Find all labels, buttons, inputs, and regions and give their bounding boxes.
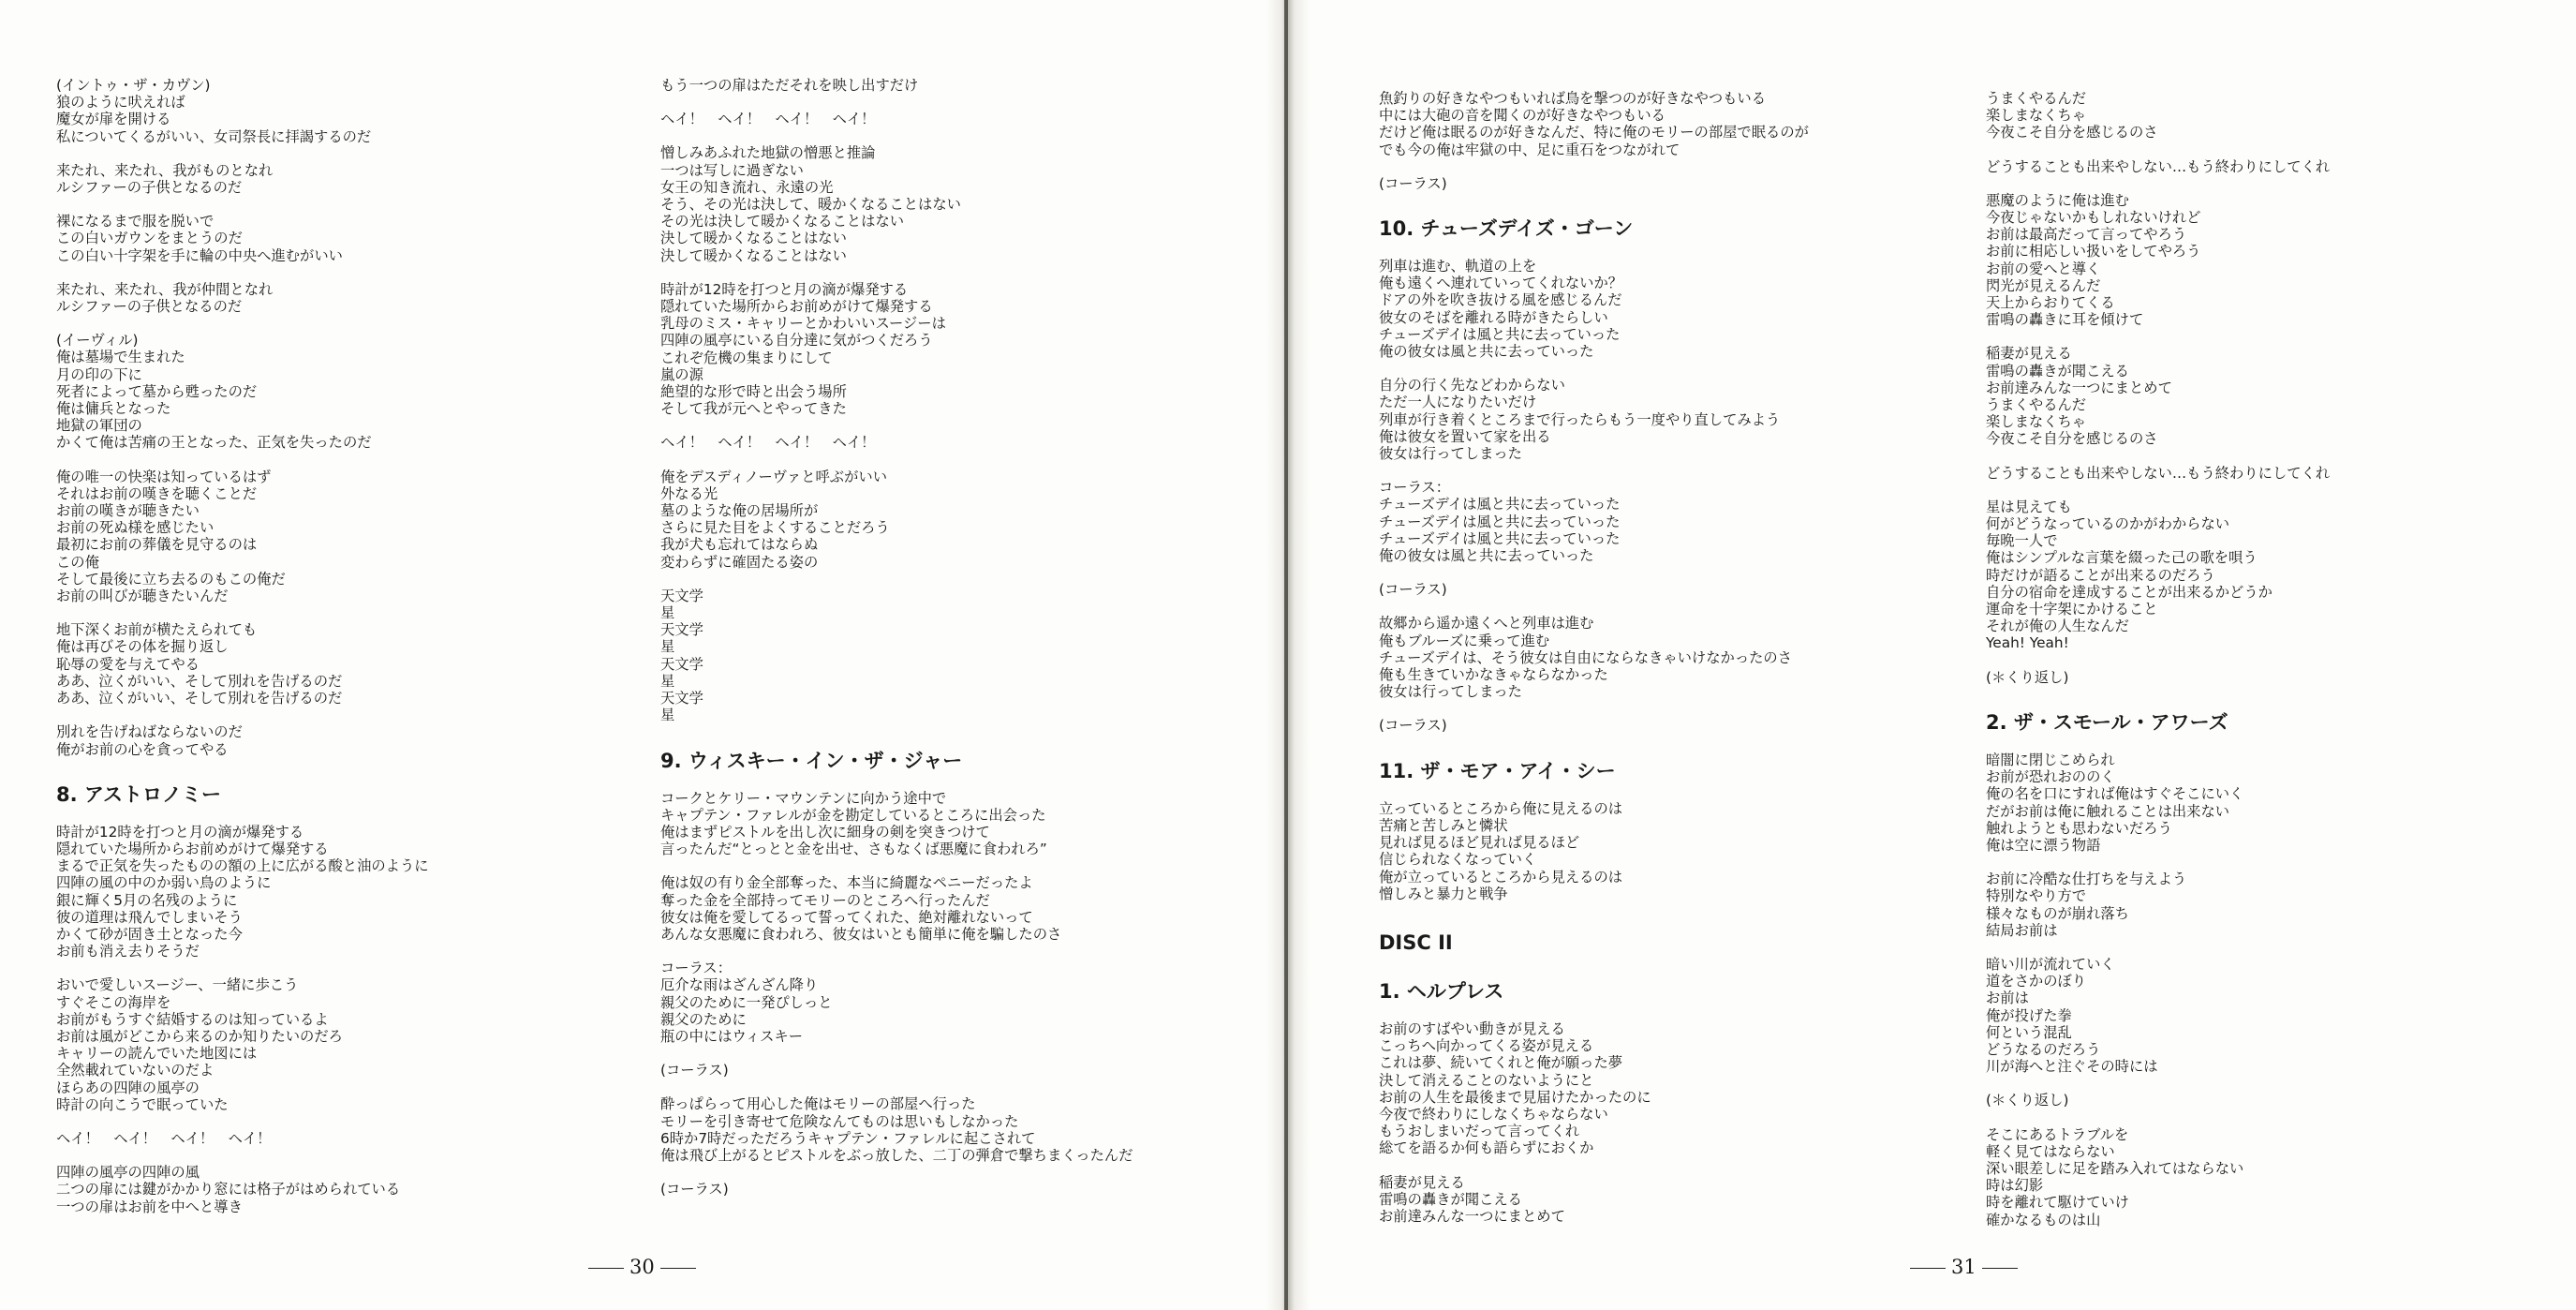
lyric-line: 中には大砲の音を聞くのが好きなやつもいる	[1379, 107, 1666, 125]
lyric-line: 決して消えることのないようにと	[1379, 1071, 1594, 1089]
page-number-rule	[660, 1268, 696, 1269]
lyric-line: 稲妻が見える	[1986, 345, 2072, 363]
lyric-line: 裸になるまで服を脱いで	[56, 213, 215, 231]
lyric-stanza	[1379, 1020, 1960, 1157]
lyric-line: 厄介な雨はざんざん降り	[660, 976, 819, 994]
lyric-line: それが俺の人生なんだ	[1986, 618, 2129, 635]
lyric-stanza	[1379, 717, 1960, 734]
lyric-line: どうなるのだろう	[1986, 1040, 2101, 1058]
lyric-stanza	[1986, 192, 2567, 329]
lyric-stanza	[1379, 1174, 1960, 1226]
lyric-line: 私についてくるがいい、女司祭長に拝謁するのだ	[56, 127, 372, 145]
lyric-line: お前達みんな一つにまとめて	[1986, 379, 2172, 396]
lyric-line: コーラス：	[1379, 479, 1451, 497]
lyric-line: 何という混乱	[1986, 1023, 2072, 1041]
lyric-line: 月の印の下に	[56, 365, 142, 383]
lyric-stanza	[660, 111, 1241, 127]
lyric-line: 俺をデスディノーヴァと呼ぶがいい	[660, 468, 887, 485]
lyric-stanza	[660, 588, 1241, 724]
lyric-line: 結局お前は	[1986, 921, 2058, 939]
lyric-stanza	[1379, 479, 1960, 564]
lyric-line: 今夜こそ自分を感じるのさ	[1986, 124, 2158, 141]
lyric-line: お前も消え去りそうだ	[56, 943, 200, 960]
lyric-stanza	[56, 162, 637, 196]
lyric-line: こっちへ向かってくる姿が見える	[1379, 1037, 1594, 1055]
song-title: 8. アストロノミー	[56, 782, 222, 806]
lyric-line: 俺の彼女は風と共に去っていった	[1379, 547, 1594, 565]
lyric-line: チューズデイは風と共に去っていった	[1379, 529, 1621, 547]
lyric-line: 親父のために一発ぴしっと	[660, 993, 833, 1011]
lyric-line: お前の人生を最後まで見届けたかったのに	[1379, 1088, 1651, 1106]
lyric-line: * お前に冷酷な仕打ちを与えよう	[1986, 871, 2567, 887]
lyric-line: この俺	[56, 553, 99, 571]
lyric-line: 俺の唯一の快楽は知っているはず	[56, 468, 272, 485]
lyric-line: 特別なやり方で	[1986, 887, 2087, 905]
lyric-line: 親父のために	[660, 1010, 747, 1028]
lyric-line: Yeah! Yeah!	[1986, 634, 2069, 652]
lyric-line: 6時か7時だっただろうキャプテン・ファレルに起こされて	[660, 1129, 1036, 1147]
lyric-line: そう、その光は決して、暖かくなることはない	[660, 196, 961, 214]
lyric-line: 憎しみあふれた地獄の憎悪と推論	[660, 144, 876, 162]
lyric-line: 信じられなくなっていく	[1379, 851, 1537, 869]
lyric-line: お前は最高だって言ってやろう	[1986, 226, 2187, 244]
lyric-line: コークとケリー・マウンテンに向かう途中で	[660, 789, 947, 807]
lyric-line: ヘイ！ ヘイ！ ヘイ！ ヘイ！	[660, 111, 876, 128]
lyric-line: 憎しみと暴力と戦争	[1379, 885, 1508, 902]
lyric-stanza	[1986, 956, 2567, 1075]
lyric-line: 決して暖かくなることはない	[660, 230, 847, 247]
lyric-stanza	[1986, 871, 2567, 939]
lyric-line: そこにあるトラブルを	[1986, 1125, 2129, 1143]
lyric-line: お前は	[1986, 990, 2029, 1007]
lyric-line: お前がもうすぐ結婚するのは知っているよ	[56, 1010, 329, 1028]
lyric-line: 俺は墓場で生まれた	[56, 349, 185, 366]
lyric-line: チューズデイは風と共に去っていった	[1379, 496, 1621, 514]
song-title: 9. ウィスキー・イン・ザ・ジャー	[660, 749, 963, 772]
lyric-line: 雷鳴の轟きが聞こえる	[1379, 1190, 1522, 1208]
lyric-line: 楽しまなくちゃ	[1986, 107, 2087, 125]
lyric-line: 時を離れて駆けていけ	[1986, 1194, 2129, 1212]
lyric-line: 俺は飛び上がるとピストルをぶっ放した、二丁の弾倉で撃ちまくったんだ	[660, 1146, 1133, 1164]
lyric-stanza	[56, 1164, 637, 1215]
lyric-line: 来たれ、来たれ、我がものとなれ	[56, 161, 274, 179]
lyric-stanza	[660, 1181, 1241, 1198]
lyric-line: 自分の宿命を達成することが出来るかどうか	[1986, 583, 2273, 601]
lyric-line: 彼の道理は飛んでしまいそう	[56, 908, 243, 926]
left-page-column-2	[660, 77, 1241, 1214]
lyric-line: ルシファーの子供となるのだ	[56, 298, 243, 316]
lyric-line: ああ、泣くがいい、そして別れを告げるのだ	[56, 690, 343, 707]
lyric-line: それはお前の嘆きを聴くことだ	[56, 484, 258, 502]
lyric-line: 俺はまずピストルを出し次に細身の剣を突きつけて	[660, 823, 990, 841]
lyric-line: (＊くり返し)	[1986, 668, 2069, 686]
lyric-line: 彼女は行ってしまった	[1379, 445, 1522, 463]
lyric-line: 俺がお前の心を貪ってやる	[56, 740, 229, 758]
lyric-line: 瓶の中にはウィスキー	[660, 1027, 804, 1045]
lyric-line: 今夜じゃないかもしれないけれど	[1986, 209, 2201, 227]
page-number-label: 31	[1951, 1256, 1976, 1278]
lyric-line: 今夜で終わりにしなくちゃならない	[1379, 1105, 1608, 1123]
lyric-stanza	[56, 723, 637, 757]
lyric-stanza	[56, 824, 637, 960]
lyric-line: 見れば見るほど見れば見るほど	[1379, 834, 1580, 852]
lyric-line: すぐそこの海岸を	[56, 993, 171, 1011]
lyric-line: 我が犬も忘れてはならぬ	[660, 536, 819, 554]
song-title: 1. ヘルプレス	[1379, 979, 1504, 1003]
lyric-stanza	[1986, 669, 2567, 686]
lyric-line: お前のすばやい動きが見える	[1379, 1020, 1565, 1037]
lyric-line: お前は風がどこから来るのか知りたいのだろ	[56, 1027, 343, 1045]
lyric-line: 俺はシンプルな言葉を綴った己の歌を唄う	[1986, 549, 2258, 567]
lyric-line: 楽しまなくちゃ	[1986, 413, 2087, 431]
lyric-line: モリーを引き寄せて危険なんてものは思いもしなかった	[660, 1112, 1019, 1130]
lyric-line: ほらあの四陣の風亭の	[56, 1079, 200, 1096]
lyric-line: 列車が行き着くところまで行ったらもう一度やり直してみよう	[1379, 410, 1781, 428]
lyric-line: チューズデイは、そう彼女は自由にならなきゃいけなかったのさ	[1379, 648, 1793, 666]
song-title: 2. ザ・スモール・アワーズ	[1986, 710, 2228, 734]
right-page	[1295, 0, 2576, 1310]
lyric-line: 軽く見てはならない	[1986, 1142, 2115, 1160]
lyric-line: 俺は傭兵となった	[56, 400, 171, 418]
right-page-column-1	[1379, 90, 1960, 1242]
lyric-line: 奪った金を全部持ってモリーのところへ行ったんだ	[660, 891, 990, 909]
lyric-line: コーラス：	[660, 960, 733, 977]
lyric-line: ただ一人になりたいだけ	[1379, 394, 1537, 411]
lyric-stanza	[660, 281, 1241, 418]
lyric-line: (コーラス)	[1379, 581, 1447, 599]
lyric-line: お前が恐れおののく	[1986, 768, 2115, 786]
page-number-rule	[1910, 1268, 1946, 1269]
lyric-stanza	[56, 213, 637, 264]
lyric-stanza	[1379, 581, 1960, 598]
lyric-line: 最初にお前の葬儀を見守るのは	[56, 536, 258, 554]
lyric-line: 隠れていた場所からお前めがけて爆発する	[56, 840, 329, 857]
lyric-line: 絶望的な形で時と出会う場所	[660, 383, 847, 401]
lyric-line: 俺は空に漂う物語	[1986, 836, 2101, 854]
left-page	[0, 0, 1281, 1310]
lyric-line: だがお前は俺に触れることは出来ない	[1986, 802, 2230, 820]
lyric-line: 天文学	[660, 587, 703, 604]
lyric-line: 俺が立っているところから見えるのは	[1379, 868, 1623, 886]
lyric-line: 一つは写しに過ぎない	[660, 161, 804, 179]
lyric-stanza	[1379, 377, 1960, 462]
lyric-line: お前に相応しい扱いをしてやろう	[1986, 243, 2201, 261]
page-number-rule	[1982, 1268, 2018, 1269]
lyric-line: 雷鳴の轟きに耳を傾けて	[1986, 311, 2144, 329]
lyric-line: 星	[660, 672, 675, 690]
lyric-line: まるで正気を失ったものの額の上に広がる酸と油のように	[56, 857, 429, 875]
lyric-line: 俺もブルーズに乗って進む	[1379, 632, 1550, 649]
lyric-stanza	[1986, 158, 2567, 175]
lyric-line: 時計の向こうで眠っていた	[56, 1095, 229, 1113]
page-number-left	[583, 1256, 702, 1278]
lyric-line: そして我が元へとやってきた	[660, 400, 847, 418]
lyric-line: 深い眼差しに足を踏み入れてはならない	[1986, 1159, 2244, 1177]
lyric-line: 触れようとも思わないだろう	[1986, 819, 2172, 837]
lyric-line: その光は決して暖かくなることはない	[660, 213, 905, 231]
lyric-stanza	[660, 1095, 1241, 1164]
lyric-stanza	[660, 469, 1241, 571]
lyric-line: 来たれ、来たれ、我が仲間となれ	[56, 280, 274, 298]
lyric-line: チューズデイは風と共に去っていった	[1379, 325, 1621, 343]
lyric-line: 時計が12時を打つと月の滴が爆発する	[56, 823, 304, 841]
lyric-line: 確かなるものは山	[1986, 1211, 2101, 1228]
lyric-line: お前達みんな一つにまとめて	[1379, 1207, 1565, 1225]
lyric-stanza	[660, 77, 1241, 94]
lyric-line: 雷鳴の轟きが聞こえる	[1986, 362, 2129, 380]
lyric-line: これは夢、続いてくれと俺が願った夢	[1379, 1054, 1623, 1072]
lyric-line: ああ、泣くがいい、そして別れを告げるのだ	[56, 672, 343, 690]
lyric-stanza	[56, 469, 637, 605]
lyric-line: 俺は再びその体を掘り返し	[56, 638, 229, 656]
right-page-column-2	[1986, 90, 2567, 1245]
lyric-stanza	[1986, 1092, 2567, 1109]
lyric-line: お前の愛へと導く	[1986, 260, 2101, 277]
lyric-line: 自分の行く先などわからない	[1379, 377, 1565, 394]
lyric-line: 星	[660, 604, 675, 622]
lyric-line: 天上からおりてくる	[1986, 294, 2115, 312]
lyric-line: 一つの扉はお前を中へと導き	[56, 1198, 243, 1215]
lyric-line: かくて砂が固き土となった今	[56, 925, 243, 943]
lyric-stanza	[1379, 90, 1960, 158]
lyric-line: 二つの扉には鍵がかかり窓には格子がはめられている	[56, 1181, 401, 1198]
lyric-line: キャリーの読んでいた地図には	[56, 1045, 258, 1063]
lyric-stanza	[56, 77, 637, 145]
lyric-line: 彼女は行ってしまった	[1379, 683, 1522, 701]
lyric-line: 天文学	[660, 621, 703, 639]
lyric-stanza	[660, 874, 1241, 943]
lyric-stanza	[1379, 175, 1960, 192]
lyric-stanza	[1379, 800, 1960, 902]
page-number-rule	[588, 1268, 624, 1269]
lyric-line: 故郷から遥か遠くへと列車は進む	[1379, 615, 1594, 633]
lyric-line: (コーラス)	[1379, 717, 1447, 735]
lyric-line: 様々なものが崩れ落ち	[1986, 904, 2129, 922]
lyric-line: これぞ危機の集まりにして	[660, 349, 833, 366]
lyric-stanza	[660, 144, 1241, 263]
lyric-line: 別れを告げねばならないのだ	[56, 723, 243, 741]
lyric-stanza	[1986, 465, 2567, 482]
page-number-right	[1904, 1256, 2023, 1278]
lyric-line: (イーヴィル)	[56, 332, 139, 350]
lyric-line: 恥辱の愛を与えてやる	[56, 655, 200, 673]
lyric-stanza	[56, 621, 637, 707]
lyric-line: キャプテン・ファレルが金を勘定しているところに出会った	[660, 806, 1046, 824]
lyric-stanza	[660, 960, 1241, 1045]
lyric-line: お前の嘆きが聴きたい	[56, 502, 200, 520]
lyric-line: 俺は奴の有り金全部奪った、本当に綺麗なペニーだったよ	[660, 874, 1033, 892]
lyric-stanza	[1379, 615, 1960, 700]
lyric-stanza	[660, 790, 1241, 858]
lyric-stanza	[56, 332, 637, 451]
lyric-line: この白い十字架を手に輪の中央へ進むがいい	[56, 246, 343, 264]
lyric-line: 時だけが語ることが出来るのだろう	[1986, 566, 2215, 584]
lyric-line: 嵐の源	[660, 365, 703, 383]
lyric-line: 全然載れていないのだよ	[56, 1062, 215, 1079]
lyric-line: 地下深くお前が横たえられても	[56, 621, 258, 639]
lyric-line: 銀に輝く5月の名残のように	[56, 891, 238, 909]
lyric-line: 魚釣りの好きなやつもいれば鳥を撃つのが好きなやつもいる	[1379, 90, 1767, 107]
lyric-line: * 星は見えても	[1986, 499, 2567, 515]
lyric-line: ヘイ！ ヘイ！ ヘイ！ ヘイ！	[660, 434, 876, 452]
lyric-line: 運命を十字架にかけること	[1986, 601, 2158, 618]
lyric-stanza	[56, 1130, 637, 1147]
lyric-line: 外なる光	[660, 484, 718, 502]
lyric-line: 暗闇に閉じこめられ	[1986, 751, 2115, 768]
lyric-line: 女王の知き流れ、永遠の光	[660, 178, 834, 196]
lyric-line: そして最後に立ち去るのもこの俺だ	[56, 570, 286, 588]
lyric-line: 四陣の風亭にいる自分達に気がつくだろう	[660, 332, 933, 350]
lyric-line: (イントゥ・ザ・カヴン)	[56, 77, 211, 94]
lyric-line: 時は幻影	[1986, 1177, 2044, 1195]
lyric-line: 俺も遠くへ連れていってくれないか？	[1379, 275, 1623, 292]
lyric-line: 稲妻が見える	[1379, 1173, 1465, 1191]
lyric-line: 星	[660, 638, 675, 656]
lyric-line: 俺が投げた拳	[1986, 1006, 2072, 1024]
lyric-line: 今夜こそ自分を感じるのさ	[1986, 430, 2158, 448]
lyric-line: うまくやるんだ	[1986, 90, 2087, 107]
lyric-line: どうすることも出来やしない…もう終わりにしてくれ	[1986, 464, 2331, 482]
lyric-line: (コーラス)	[660, 1062, 729, 1079]
disc-heading: DISC II	[1379, 930, 1453, 954]
lyric-line: 俺の名を口にすれば俺はすぐそこにいく	[1986, 785, 2244, 803]
lyric-line: 四陣の風の中のか弱い鳥のように	[56, 874, 272, 892]
lyric-line: 隠れていた場所からお前めがけて爆発する	[660, 298, 933, 316]
lyric-line: 星	[660, 707, 675, 724]
book-spine-line	[1284, 0, 1288, 1310]
lyric-stanza	[56, 281, 637, 315]
lyric-stanza	[56, 976, 637, 1113]
lyric-line: 地獄の軍団の	[56, 417, 142, 435]
lyric-line: 俺は彼女を置いて家を出る	[1379, 427, 1551, 445]
lyric-line: 苦痛と苦しみと憐状	[1379, 816, 1508, 834]
lyric-line: 立っているところから俺に見えるのは	[1379, 799, 1623, 817]
lyric-line: 墓のような俺の居場所が	[660, 502, 819, 520]
lyric-line: 四陣の風亭の四陣の風	[56, 1164, 200, 1182]
lyric-line: さらに見た目をよくすることだろう	[660, 519, 890, 537]
lyric-line: お前の叫びが聴きたいんだ	[56, 588, 229, 605]
lyric-line: お前の死ぬ様を感じたい	[56, 519, 215, 537]
lyric-line: 変わらずに確固たる姿の	[660, 553, 819, 571]
lyric-line: 時計が12時を打つと月の滴が爆発する	[660, 280, 909, 298]
lyric-stanza	[1986, 345, 2567, 447]
lyric-line: 総てを語るか何も語らずにおくか	[1379, 1139, 1594, 1157]
lyric-line: 彼女は俺を愛してるって誓ってくれた、絶対離れないって	[660, 908, 1033, 926]
lyric-line: 決して暖かくなることはない	[660, 246, 847, 264]
lyric-line: どうすることも出来やしない…もう終わりにしてくれ	[1986, 157, 2331, 175]
lyric-line: 列車は進む、軌道の上を	[1379, 258, 1537, 275]
lyric-line: 閃光が見えるんだ	[1986, 276, 2101, 294]
lyric-line: 毎晩一人で	[1986, 532, 2058, 550]
lyric-line: だけど俺は眠るのが好きなんだ、特に俺のモリーの部屋で眠るのが	[1379, 124, 1809, 141]
lyric-stanza	[1986, 752, 2567, 854]
lyric-line: (＊くり返し)	[1986, 1092, 2069, 1109]
song-title: 11. ザ・モア・アイ・シー	[1379, 759, 1616, 782]
lyric-line: でも今の俺は牢獄の中、足に重石をつながれて	[1379, 141, 1680, 158]
lyric-line: うまくやるんだ	[1986, 396, 2087, 414]
lyric-line: 川が海へと注ぐその時には	[1986, 1058, 2158, 1076]
lyric-stanza	[660, 1062, 1241, 1079]
lyric-line: 彼女のそばを離れる時がきたらしい	[1379, 308, 1608, 326]
lyric-line: 乳母のミス・キャリーとかわいいスージーは	[660, 315, 946, 333]
lyric-line: この白いガウンをまとうのだ	[56, 230, 243, 247]
lyric-line: チューズデイは風と共に去っていった	[1379, 513, 1621, 530]
lyric-line: ヘイ！ ヘイ！ ヘイ！ ヘイ！	[56, 1129, 272, 1147]
lyric-line: ルシファーの子供となるのだ	[56, 179, 243, 197]
lyric-line: (コーラス)	[1379, 174, 1447, 192]
lyric-line: ドアの外を吹き抜ける風を感じるんだ	[1379, 291, 1622, 309]
lyric-line: 死者によって墓から甦ったのだ	[56, 382, 258, 400]
lyric-stanza	[660, 434, 1241, 451]
lyric-line: 狼のように吠えれば	[56, 94, 185, 112]
lyric-line: あんな女悪魔に食われろ、彼女はいとも簡単に俺を騙したのさ	[660, 925, 1062, 943]
lyric-line: 悪魔のように俺は進む	[1986, 191, 2129, 209]
lyric-line: おいで愛しいスージー、一緒に歩こう	[56, 976, 299, 994]
lyric-line: 暗い川が流れていく	[1986, 955, 2115, 973]
lyric-line: 道をさかのぼり	[1986, 973, 2087, 990]
song-title: 10. チューズデイズ・ゴーン	[1379, 217, 1634, 241]
lyric-line: 言ったんだ“とっとと金を出せ、さもなくば悪魔に食われろ”	[660, 841, 1047, 858]
lyric-line: 魔女が扉を開ける	[56, 111, 171, 128]
left-page-column-1	[56, 77, 637, 1232]
lyric-stanza	[1986, 1126, 2567, 1228]
lyric-line: もうおしまいだって言ってくれ	[1379, 1123, 1580, 1140]
lyric-stanza	[1986, 90, 2567, 141]
lyric-line: (コーラス)	[660, 1181, 729, 1198]
lyric-line: 俺の彼女は風と共に去っていった	[1379, 343, 1594, 361]
lyric-line: 天文学	[660, 655, 703, 673]
lyric-stanza	[1379, 258, 1960, 360]
lyric-line: もう一つの扉はただそれを映し出すだけ	[660, 77, 919, 94]
lyric-stanza	[1986, 499, 2567, 652]
lyric-line: 酔っぱらって用心した俺はモリーの部屋へ行った	[660, 1095, 976, 1113]
lyric-line: 何がどうなっているのかがわからない	[1986, 515, 2230, 533]
lyric-line: 俺も生きていかなきゃならなかった	[1379, 666, 1608, 684]
lyric-line: かくて俺は苦痛の王となった、正気を失ったのだ	[56, 434, 372, 452]
lyric-line: 天文学	[660, 690, 703, 707]
page-number-label: 30	[629, 1256, 655, 1278]
